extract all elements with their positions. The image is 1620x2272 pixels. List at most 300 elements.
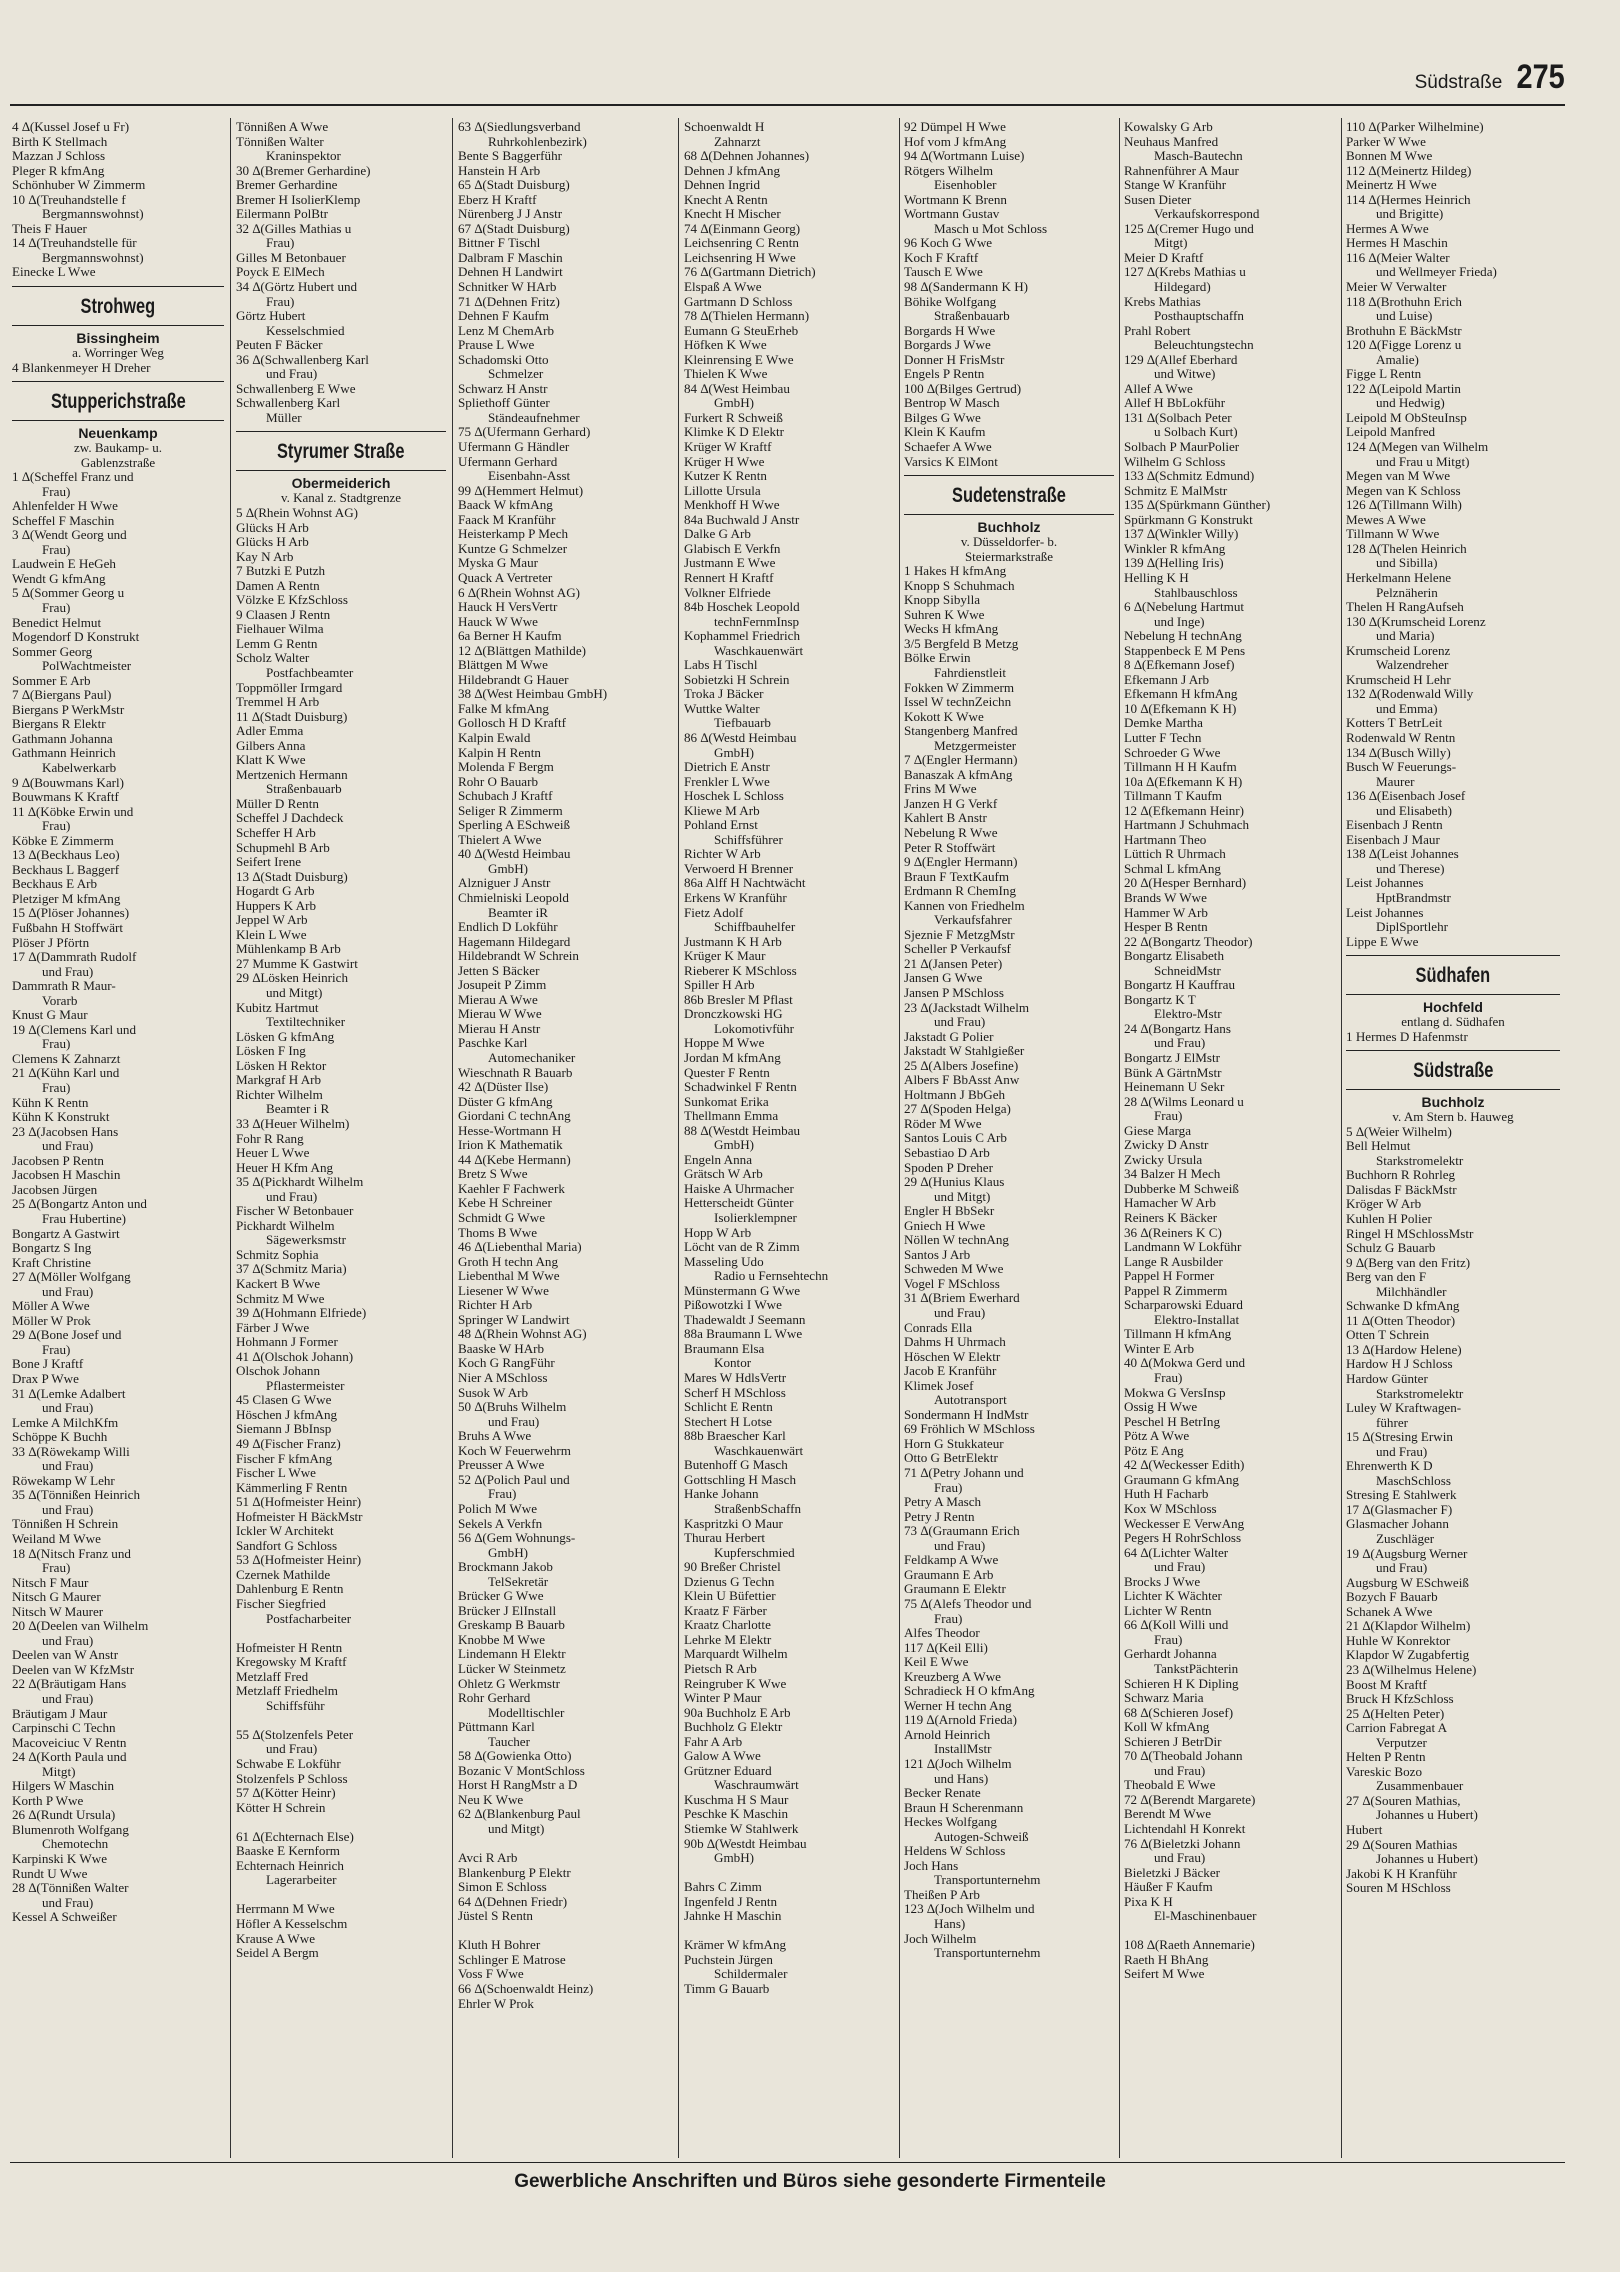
directory-entry: 51 ∆(Hofmeister Heinr)	[236, 1495, 362, 1510]
directory-entry: 11 ∆(Otten Theodor)	[1346, 1313, 1456, 1328]
directory-entry: Megen van K Schloss	[1346, 483, 1461, 498]
directory-entry: Schieren H K Dipling	[1124, 1676, 1239, 1691]
directory-entry: Richter W Arb	[684, 847, 761, 862]
directory-entry: Frau)	[266, 236, 295, 251]
directory-entry: Thielert A Wwe	[458, 832, 542, 847]
directory-entry: Huhle W Konrektor	[1346, 1633, 1451, 1648]
directory-entry: Knust G Maur	[12, 1008, 88, 1023]
directory-entry: Kox W MSchloss	[1124, 1501, 1217, 1516]
directory-entry: Fokken W Zimmerm	[904, 680, 1015, 695]
directory-entry: Frau)	[42, 1561, 71, 1576]
directory-entry: Kubitz Hartmut	[236, 1000, 319, 1015]
directory-entry: 20 ∆(Deelen van Wilhelm	[12, 1619, 149, 1634]
directory-entry: 50 ∆(Bruhs Wilhelm	[458, 1400, 567, 1415]
directory-entry: 10 ∆(Treuhandstelle f	[12, 192, 126, 207]
directory-entry: 15 ∆(Stresing Erwin	[1346, 1430, 1453, 1445]
directory-entry: Frau)	[42, 819, 71, 834]
directory-entry: Ingenfeld J Rentn	[684, 1894, 778, 1909]
directory-entry: Landmann W Lokführ	[1124, 1240, 1242, 1255]
directory-entry: Rennert H Kraftf	[684, 570, 774, 585]
directory-entry: Verkaufsfahrer	[934, 913, 1012, 928]
column-divider	[1341, 118, 1342, 2158]
directory-entry: 10 ∆(Efkemann K H)	[1124, 701, 1237, 716]
directory-entry: 75 ∆(Alefs Theodor und	[904, 1596, 1032, 1611]
directory-entry: Püttmann Karl	[458, 1720, 535, 1735]
street-extent: v. Am Stern b. Hauweg	[1392, 1109, 1514, 1125]
directory-entry: Bieletzki J Bäcker	[1124, 1865, 1220, 1880]
directory-entry: Krüger W Kraftf	[684, 440, 772, 455]
directory-entry: Neu K Wwe	[458, 1792, 524, 1807]
directory-entry: Brücker G Wwe	[458, 1589, 544, 1604]
directory-entry: Wortmann Gustav	[904, 207, 1000, 222]
directory-entry: Klatt K Wwe	[236, 753, 306, 768]
directory-entry: Bongartz Elisabeth	[1124, 949, 1224, 964]
directory-entry: 92 Dümpel H Wwe	[904, 120, 1006, 134]
directory-entry: Bilges G Wwe	[904, 410, 981, 425]
directory-entry: Thielen K Wwe	[684, 367, 768, 382]
directory-entry: Krüger H Wwe	[684, 454, 765, 469]
directory-entry: Koll W kfmAng	[1124, 1720, 1210, 1735]
directory-entry: Zusammenbauer	[1376, 1779, 1464, 1794]
directory-entry: Glücks H Arb	[236, 535, 309, 550]
directory-entry: Beckhaus L Baggerf	[12, 862, 120, 877]
directory-entry	[684, 1924, 896, 1939]
directory-entry: Galow A Wwe	[684, 1749, 761, 1764]
directory-entry: und Mitgt)	[266, 986, 323, 1001]
directory-entry: Elektro-Installat	[1154, 1312, 1240, 1327]
directory-entry: Transportunternehm	[934, 1873, 1041, 1888]
directory-entry: Bahrs C Zimm	[684, 1880, 762, 1895]
directory-entry: 31 ∆(Lemke Adalbert	[12, 1386, 126, 1401]
directory-entry: Bell Helmut	[1346, 1139, 1411, 1154]
directory-entry: und Mitgt)	[488, 1821, 545, 1836]
directory-entry: 76 ∆(Bieletzki Johann	[1124, 1836, 1241, 1851]
directory-entry: und Frau)	[42, 1502, 94, 1517]
directory-entry: Beleuchtungstechn	[1154, 338, 1254, 353]
directory-entry: 13 ∆(Beckhaus Leo)	[12, 848, 120, 863]
directory-entry: Huth H Facharb	[1124, 1487, 1209, 1502]
directory-entry: Kühn K Konstrukt	[12, 1110, 110, 1125]
directory-entry: 73 ∆(Graumann Erich	[904, 1524, 1020, 1539]
directory-entry: 19 ∆(Augsburg Werner	[1346, 1546, 1468, 1561]
directory-entry: Stresing E Stahlwerk	[1346, 1488, 1457, 1503]
directory-entry: Hofmeister H Rentn	[236, 1640, 343, 1655]
directory-entry: Mertzenich Hermann	[236, 767, 348, 782]
directory-entry: Dalbram F Maschin	[458, 250, 563, 265]
directory-entry: Höfken K Wwe	[684, 338, 767, 353]
directory-entry: Pelznäherin	[1376, 585, 1438, 600]
directory-entry: Drax P Wwe	[12, 1371, 79, 1386]
directory-entry: Kay N Arb	[236, 549, 294, 564]
district-name: Hochfeld	[1423, 999, 1483, 1016]
directory-entry: 1 Hermes D Hafenmstr	[1346, 1029, 1468, 1044]
directory-entry: Grätsch W Arb	[684, 1167, 763, 1182]
directory-entry: 27 ∆(Spoden Helga)	[904, 1102, 1011, 1117]
directory-entry: Thelen H RangAufseh	[1346, 600, 1464, 615]
directory-entry: 116 ∆(Meier Walter	[1346, 250, 1450, 265]
directory-entry: Puchstein Jürgen	[684, 1952, 773, 1967]
directory-entry: Zuschläger	[1376, 1532, 1435, 1547]
directory-entry: Völzke E KfzSchloss	[236, 593, 349, 608]
directory-entry: 7 ∆(Biergans Paul)	[12, 688, 112, 703]
directory-entry: 78 ∆(Thielen Hermann)	[684, 309, 810, 324]
directory-entry: Fischer Siegfried	[236, 1597, 326, 1611]
directory-entry: 74 ∆(Einmann Georg)	[684, 221, 801, 236]
directory-entry: Conrads Ella	[904, 1320, 973, 1335]
directory-entry: 86b Bresler M Pflast	[684, 992, 793, 1007]
directory-entry: Nöllen W technAng	[904, 1233, 1009, 1248]
directory-entry: Polich M Wwe	[458, 1501, 538, 1516]
directory-entry: Nebelung H technAng	[1124, 629, 1242, 644]
directory-entry	[458, 1924, 672, 1939]
directory-entry: Timm G Bauarb	[684, 1982, 770, 1996]
directory-entry: Kröger W Arb	[1346, 1197, 1422, 1212]
directory-entry: 67 ∆(Stadt Duisburg)	[458, 221, 570, 236]
directory-entry: Josupeit P Zimm	[458, 978, 547, 993]
directory-entry: Hilgers W Maschin	[12, 1779, 115, 1794]
street-extent: zw. Baukamp- u.	[74, 440, 162, 456]
directory-entry: Theißen P Arb	[904, 1887, 980, 1902]
directory-entry: Sobietzki H Schrein	[684, 672, 790, 687]
directory-entry: Engels P Rentn	[904, 367, 985, 382]
directory-entry: Dubberke M Schweiß	[1124, 1181, 1239, 1196]
directory-entry: 30 ∆(Bremer Gerhardine)	[236, 163, 371, 178]
directory-entry: Otten T Schrein	[1346, 1328, 1430, 1343]
directory-entry: Kabelwerkarb	[42, 761, 117, 775]
directory-entry: Erkens W Kranführ	[684, 890, 787, 905]
directory-entry: Raeth H BhAng	[1124, 1952, 1209, 1967]
directory-entry: Rieberer K MSchloss	[684, 963, 797, 978]
directory-entry: Pappel R Zimmerm	[1124, 1283, 1228, 1298]
directory-entry: 15 ∆(Plöser Johannes)	[12, 906, 130, 921]
directory-entry: Jetten S Bäcker	[458, 963, 540, 978]
directory-entry: Bünk A GärtnMstr	[1124, 1065, 1222, 1080]
directory-entry: Fielhauer Wilma	[236, 622, 324, 637]
directory-entry: Plöser J Pförtn	[12, 935, 90, 950]
directory-entry: Giordani C technAng	[458, 1109, 571, 1124]
directory-entry: Banaszak A kfmAng	[904, 767, 1013, 782]
directory-entry: Jacobsen P Rentn	[12, 1153, 104, 1168]
directory-entry: 84a Buchwald J Anstr	[684, 512, 800, 527]
directory-entry: Stangenberg Manfred	[904, 724, 1018, 739]
directory-entry: Lehrke M Elektr	[684, 1632, 772, 1647]
directory-entry: Tillmann W Wwe	[1346, 527, 1440, 542]
directory-entry: 64 ∆(Dehnen Friedr)	[458, 1894, 568, 1909]
directory-entry: Kontor	[714, 1356, 752, 1371]
directory-entry: Metzlaff Friedhelm	[236, 1684, 338, 1699]
directory-entry: und Frau u Mitgt)	[1376, 454, 1470, 469]
directory-entry: 21 ∆(Jansen Peter)	[904, 956, 1003, 971]
directory-entry: Klimke K D Elektr	[684, 425, 784, 440]
district-name: Buchholz	[1421, 1094, 1485, 1111]
directory-entry: Kreuzberg A Wwe	[904, 1669, 1001, 1684]
directory-entry: 108 ∆(Raeth Annemarie)	[1124, 1938, 1255, 1953]
directory-entry: 58 ∆(Gowienka Otto)	[458, 1749, 572, 1764]
directory-entry: Bongartz S Ing	[12, 1241, 92, 1256]
directory-entry: Gniech H Wwe	[904, 1218, 986, 1233]
directory-entry: Irion K Mathematik	[458, 1138, 563, 1153]
directory-entry: Lüttich R Uhrmach	[1124, 847, 1226, 862]
directory-entry: Wortmann K Brenn	[904, 192, 1007, 207]
directory-entry: 14 ∆(Treuhandstelle für	[12, 236, 137, 251]
directory-entry: Ruhrkohlenbezirk)	[488, 134, 587, 149]
directory-entry: 21 ∆(Kühn Karl und	[12, 1066, 120, 1081]
directory-entry: Fohr R Rang	[236, 1131, 304, 1146]
directory-entry: Allef H BbLokführ	[1124, 396, 1226, 411]
directory-entry: Jakstadt W Stahlgießer	[904, 1044, 1025, 1059]
directory-entry: Dehnen Ingrid	[684, 178, 760, 193]
directory-entry: Kuschma H S Maur	[684, 1792, 789, 1807]
directory-entry: und Frau)	[42, 1401, 94, 1416]
directory-entry: Frau)	[266, 294, 295, 309]
directory-entry: Löcht van de R Zimm	[684, 1240, 800, 1255]
directory-entry: Scherf H MSchloss	[684, 1385, 786, 1400]
directory-entry: Quack A Vertreter	[458, 570, 553, 585]
street-heading	[1346, 955, 1560, 995]
directory-entry: Koch F Kraftf	[904, 250, 979, 265]
directory-entry: 25 ∆(Albers Josefine)	[904, 1058, 1019, 1073]
directory-entry: Helling K H	[1124, 570, 1189, 585]
directory-entry: Thurau Herbert	[684, 1531, 766, 1546]
directory-entry: 34 Balzer H Mech	[1124, 1167, 1221, 1182]
directory-entry: Fahrdienstleit	[934, 665, 1007, 680]
directory-entry: Nebelung R Wwe	[904, 825, 998, 840]
directory-entry: Brothuhn E BäckMstr	[1346, 323, 1462, 338]
directory-entry: 119 ∆(Arnold Frieda)	[904, 1713, 1017, 1728]
directory-entry: Keil E Wwe	[904, 1655, 969, 1670]
directory-entry: 137 ∆(Winkler Willy)	[1124, 527, 1239, 542]
street-name: Sudetenstraße	[952, 484, 1066, 508]
directory-entry: 52 ∆(Polich Paul und	[458, 1472, 570, 1487]
directory-entry: und Frau)	[42, 1284, 94, 1299]
directory-entry: 88b Braescher Karl	[684, 1429, 786, 1444]
directory-entry: Petry J Rentn	[904, 1509, 975, 1524]
directory-entry: Dalisdas F BäckMstr	[1346, 1182, 1457, 1197]
directory-entry: Kesselschmied	[266, 323, 345, 338]
directory-entry: und Frau)	[266, 367, 318, 382]
directory-entry: Schubach J Kraftf	[458, 789, 553, 804]
directory-entry: Seifert Irene	[236, 855, 302, 870]
directory-entry: Gilles M Betonbauer	[236, 250, 346, 265]
directory-entry: Hubert	[1346, 1822, 1383, 1837]
directory-entry: 56 ∆(Gem Wohnungs-	[458, 1531, 576, 1546]
directory-entry: Scharparowski Eduard	[1124, 1298, 1243, 1313]
directory-entry: Luley W Kraftwagen-	[1346, 1401, 1462, 1416]
directory-entry: Bongartz J ElMstr	[1124, 1051, 1221, 1065]
directory-entry: Rötgers Wilhelm	[904, 163, 994, 178]
directory-entry: Scheffer H Arb	[236, 826, 316, 841]
directory-entry: Lösken H Rektor	[236, 1058, 327, 1073]
directory-entry: Tillmann T Kaufm	[1124, 789, 1222, 804]
directory-entry: Sondermann H IndMstr	[904, 1407, 1029, 1422]
directory-entry: 11 ∆(Stadt Duisburg)	[236, 709, 348, 724]
directory-entry: 110 ∆(Parker Wilhelmine)	[1346, 120, 1484, 134]
directory-entry: Blättgen M Wwe	[458, 658, 548, 673]
directory-entry: Meinertz H Wwe	[1346, 178, 1437, 193]
directory-entry: Marquardt Wilhelm	[684, 1647, 788, 1662]
directory-entry: 6 ∆(Nebelung Hartmut	[1124, 600, 1245, 615]
directory-entry: Bongartz A Gastwirt	[12, 1226, 120, 1241]
directory-entry: Höschen J kfmAng	[236, 1407, 338, 1422]
directory-entry: Ständeaufnehmer	[488, 410, 580, 425]
directory-entry: Markgraf H Arb	[236, 1073, 322, 1088]
directory-entry: Metzgermeister	[934, 738, 1017, 753]
directory-entry: Theobald E Wwe	[1124, 1778, 1216, 1793]
directory-entry: 134 ∆(Busch Willy)	[1346, 745, 1451, 760]
directory-entry: 46 ∆(Liebenthal Maria)	[458, 1240, 582, 1255]
directory-entry: Krumscheid H Lehr	[1346, 672, 1451, 687]
directory-entry: Megen van M Wwe	[1346, 469, 1451, 484]
street-heading	[12, 286, 224, 326]
directory-entry: Sandfort G Schloss	[236, 1538, 338, 1553]
directory-entry: Lokomotivführ	[714, 1021, 795, 1036]
directory-entry: Kalpin Ewald	[458, 730, 531, 745]
directory-entry: Prahl Robert	[1124, 323, 1191, 338]
directory-entry: Kophammel Friedrich	[684, 629, 800, 644]
directory-entry: Dehnen H Landwirt	[458, 265, 563, 280]
directory-entry: Macoveiciuc V Rentn	[12, 1735, 127, 1750]
footer-rule	[10, 2162, 1565, 2163]
directory-entry: Buchholz G Elektr	[684, 1720, 783, 1735]
directory-entry: Dietrich E Anstr	[684, 760, 770, 775]
directory-entry: Lemke A MilchKfm	[12, 1415, 119, 1430]
directory-entry: Krause A Wwe	[236, 1931, 316, 1946]
directory-entry: Winter P Maur	[684, 1691, 762, 1706]
directory-entry: Kotters T BetrLeit	[1346, 716, 1443, 731]
street-name: Südhafen	[1415, 964, 1491, 988]
directory-entry: Bouwmans K Kraftf	[12, 790, 119, 805]
directory-entry: Seifert M Wwe	[1124, 1967, 1205, 1982]
directory-entry: 40 ∆(Mokwa Gerd und	[1124, 1356, 1246, 1371]
directory-entry: Mierau W Wwe	[458, 1007, 542, 1022]
directory-entry: Eisenbahn-Asst	[488, 469, 571, 484]
directory-entry: Kaehler F Fachwerk	[458, 1181, 565, 1196]
directory-entry: Lenz M ChemArb	[458, 323, 554, 338]
directory-entry: Meier D Kraftf	[1124, 250, 1204, 265]
directory-entry: führer	[1376, 1415, 1408, 1430]
directory-entry: Korth P Wwe	[12, 1793, 84, 1808]
directory-entry: Masch u Mot Schloss	[934, 221, 1048, 236]
footer-note: Gewerbliche Anschriften und Büros siehe gesonderte Firmenteile	[514, 2171, 1106, 2192]
directory-entry: 138 ∆(Leist Johannes	[1346, 847, 1459, 862]
directory-entry: Schroeder G Wwe	[1124, 745, 1221, 760]
directory-entry: Paschke Karl	[458, 1036, 528, 1051]
directory-entry: 49 ∆(Fischer Franz)	[236, 1436, 341, 1451]
directory-entry: Schmal L kfmAng	[1124, 861, 1221, 876]
directory-entry: Borgards J Wwe	[904, 338, 991, 353]
directory-entry: Arnold Heinrich	[904, 1727, 991, 1742]
directory-entry: Lindemann H Elektr	[458, 1647, 566, 1662]
directory-entry: Schwanke D kfmAng	[1346, 1299, 1460, 1314]
directory-entry: und Hedwig)	[1376, 396, 1445, 411]
directory-entry: Mogendorf D Konstrukt	[12, 630, 140, 645]
directory-entry	[458, 1837, 672, 1852]
directory-entry: Volkner Elfriede	[684, 585, 771, 600]
directory-entry: 6 ∆(Rhein Wohnst AG)	[458, 585, 581, 600]
directory-entry: Sunkomat Erika	[684, 1094, 769, 1109]
directory-entry: Rohr Gerhard	[458, 1691, 531, 1706]
directory-entry: Wecks H kfmAng	[904, 622, 999, 637]
directory-entry: Suhren K Wwe	[904, 607, 985, 622]
directory-entry: Hartmann J Schuhmach	[1124, 818, 1250, 833]
directory-entry: Eilermann PolBtr	[236, 207, 329, 222]
directory-entry: Glasmacher Johann	[1346, 1517, 1449, 1532]
directory-entry: Bretz S Wwe	[458, 1167, 528, 1182]
directory-entry: Buchhorn R Rohrleg	[1346, 1168, 1456, 1183]
directory-entry: Peschke K Maschin	[684, 1807, 789, 1822]
directory-entry: GmbH)	[488, 861, 529, 876]
directory-entry: und Frau)	[1376, 1561, 1428, 1576]
directory-entry: Frau)	[42, 484, 71, 499]
directory-entry: Tönnißen H Schrein	[12, 1517, 119, 1532]
directory-entry: Heckes Wolfgang	[904, 1815, 997, 1830]
directory-entry: Jacobsen Jürgen	[12, 1182, 98, 1197]
directory-entry: und Elisabeth)	[1376, 803, 1452, 818]
directory-entry: 6a Berner H Kaufm	[458, 629, 562, 644]
directory-entry: Schnitker W HArb	[458, 280, 557, 295]
directory-entry: Sjeznie F MetzgMstr	[904, 927, 1015, 942]
directory-entry: Thoms B Wwe	[458, 1225, 538, 1240]
directory-entry: Jordan M kfmAng	[684, 1051, 781, 1065]
directory-entry: Kaspritzki O Maur	[684, 1516, 783, 1531]
directory-entry: Mierau H Anstr	[458, 1021, 541, 1036]
directory-entry: 48 ∆(Rhein Wohnst AG)	[458, 1327, 587, 1342]
directory-entry: Lösken F Ing	[236, 1044, 306, 1059]
directory-entry: Frins M Wwe	[904, 782, 977, 797]
directory-entry: Souren M HSchloss	[1346, 1881, 1451, 1896]
directory-entry: Koch G RangFühr	[458, 1356, 555, 1371]
directory-entry: Sebastiao D Arb	[904, 1146, 990, 1160]
directory-entry: Hauck W Wwe	[458, 614, 538, 629]
directory-entry: Krüger K Maur	[684, 949, 766, 964]
directory-entry: Kämmerling F Rentn	[236, 1480, 348, 1495]
directory-entry: 8 ∆(Efkemann Josef)	[1124, 658, 1235, 673]
directory-entry: Ossig H Wwe	[1124, 1400, 1198, 1415]
street-name: Styrumer Straße	[277, 440, 405, 464]
directory-entry: Sommer Georg	[12, 644, 93, 659]
directory-entry: Hammer W Arb	[1124, 905, 1208, 920]
directory-entry: 129 ∆(Allef Eberhard	[1124, 352, 1238, 367]
directory-entry: Weiland M Wwe	[12, 1531, 101, 1546]
directory-entry: Schmitz M Wwe	[236, 1291, 325, 1306]
directory-entry: Hildebrandt W Schrein	[458, 949, 579, 964]
directory-entry: und Frau)	[1154, 1851, 1206, 1866]
directory-entry	[1124, 1924, 1336, 1939]
directory-entry: Pißowotzki I Wwe	[684, 1298, 782, 1313]
directory-entry: Lutter F Techn	[1124, 730, 1202, 745]
directory-entry: Leichsenring H Wwe	[684, 250, 796, 265]
column-5	[904, 120, 1114, 2156]
directory-entry: Stahlbauschloss	[1154, 585, 1238, 600]
directory-entry: 42 ∆(Düster Ilse)	[458, 1080, 549, 1095]
directory-entry: Johannes u Hubert)	[1376, 1852, 1478, 1867]
directory-entry: 12 ∆(Efkemann Heinr)	[1124, 803, 1244, 818]
directory-entry: Hermes A Wwe	[1346, 221, 1429, 236]
directory-entry: Hanstein H Arb	[458, 163, 541, 178]
directory-entry: Siemann J BbInsp	[236, 1422, 332, 1437]
directory-entry: Pflastermeister	[266, 1378, 345, 1393]
directory-entry: 7 Butzki E Putzh	[236, 564, 326, 579]
directory-entry: Schlicht E Rentn	[684, 1400, 773, 1415]
directory-entry: Spliethoff Günter	[458, 396, 550, 411]
directory-entry: Modelltischler	[488, 1705, 565, 1720]
directory-entry: Greskamp B Bauarb	[458, 1618, 565, 1633]
directory-entry: Voss F Wwe	[458, 1967, 524, 1982]
directory-entry: Poyck E ElMech	[236, 265, 325, 280]
directory-entry: Kupferschmied	[714, 1545, 795, 1560]
directory-entry: Schwarz Maria	[1124, 1691, 1204, 1706]
directory-entry: Klapdor W Zugabfertig	[1346, 1648, 1470, 1663]
